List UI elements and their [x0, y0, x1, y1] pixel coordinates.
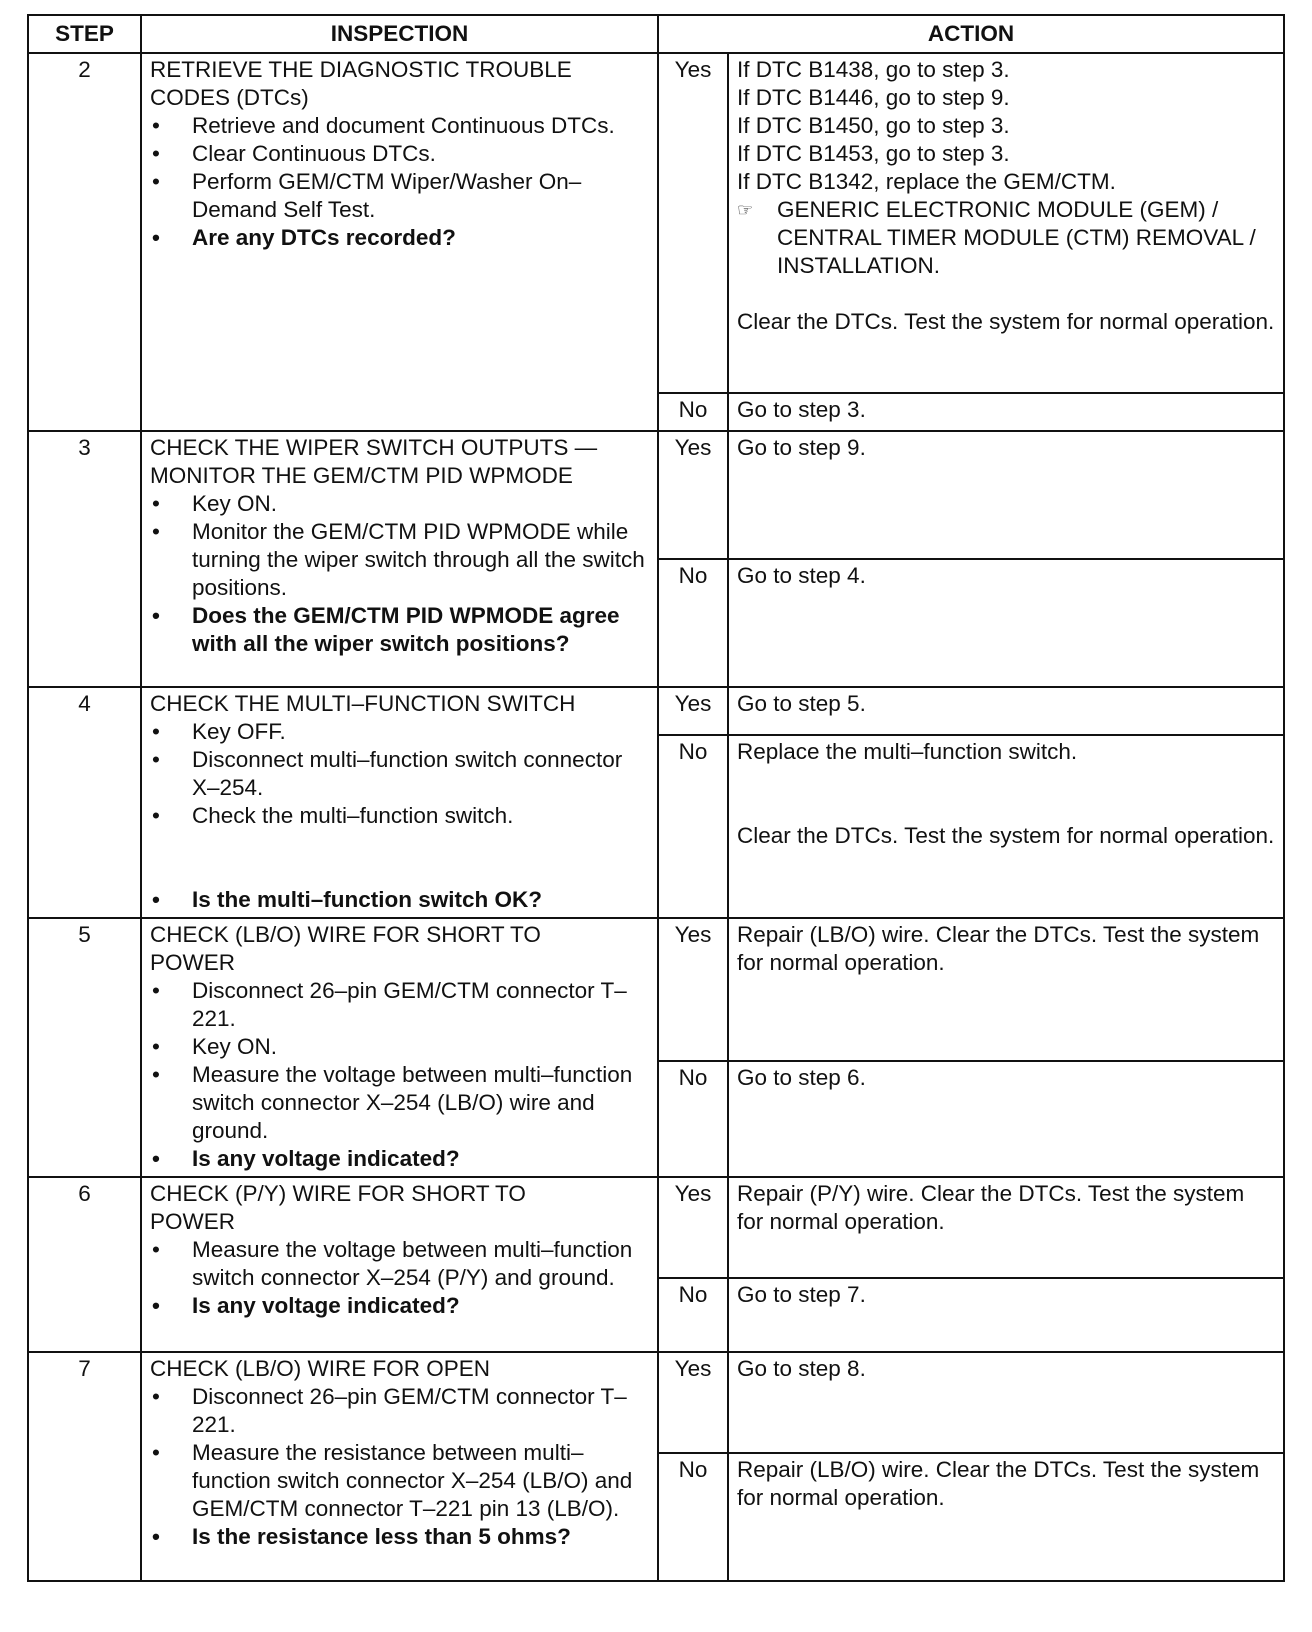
list-item: • Measure the resistance between multi–function switch connector X–254 (LB/O) and GEM/CTM connector T–221 pin 13 (LB/O). [150, 1439, 649, 1523]
action-line: If DTC B1438, go to step 3. [737, 57, 1010, 82]
step-title: CHECK (LB/O) WIRE FOR SHORT TO POWER [150, 922, 541, 975]
step-number: 7 [28, 1352, 141, 1581]
list-item: • Disconnect multi–function switch connector X–254. [150, 746, 649, 802]
inspection-cell [141, 1177, 658, 1352]
inspection-bullets [150, 1236, 649, 1320]
step-title: CHECK THE MULTI–FUNCTION SWITCH [150, 691, 576, 716]
action-footer: Clear the DTCs. Test the system for normal operation. [737, 822, 1275, 848]
inspection-cell [141, 1352, 658, 1581]
list-item: • Retrieve and document Continuous DTCs. [150, 112, 649, 140]
list-item: • Clear Continuous DTCs. [150, 140, 649, 168]
inspection-bullets [150, 1383, 649, 1551]
no-label: No [658, 559, 728, 687]
list-item: • Key ON. [150, 1033, 649, 1061]
question: • Is any voltage indicated? [150, 1145, 649, 1173]
question: • Is any voltage indicated? [150, 1292, 649, 1320]
step-title: CHECK THE WIPER SWITCH OUTPUTS — MONITOR THE GEM/CTM PID WPMODE [150, 435, 598, 488]
inspection-bullets [150, 977, 649, 1173]
list-item: • Key OFF. [150, 718, 649, 746]
table-row [28, 1177, 1284, 1278]
list-item: • Disconnect 26–pin GEM/CTM connector T–221. [150, 1383, 649, 1439]
yes-label: Yes [658, 918, 728, 1061]
yes-label: Yes [658, 1177, 728, 1278]
step-title: CHECK (P/Y) WIRE FOR SHORT TO POWER [150, 1181, 526, 1234]
reference [737, 196, 1275, 280]
step-title: RETRIEVE THE DIAGNOSTIC TROUBLE CODES (DTCs) [150, 57, 572, 110]
no-label: No [658, 1061, 728, 1177]
action-yes: Go to step 9. [728, 431, 1284, 559]
action-yes [728, 53, 1284, 393]
action-no: Go to step 6. [728, 1061, 1284, 1177]
action-yes: Go to step 5. [728, 687, 1284, 735]
yes-label: Yes [658, 1352, 728, 1453]
inspection-cell [141, 431, 658, 687]
no-label: No [658, 393, 728, 431]
table-row [28, 1352, 1284, 1453]
action-no: Go to step 3. [728, 393, 1284, 431]
step-title: CHECK (LB/O) WIRE FOR OPEN [150, 1356, 491, 1381]
header-action: ACTION [658, 15, 1284, 53]
step-number: 2 [28, 53, 141, 431]
no-label: No [658, 1453, 728, 1581]
table-row [28, 53, 1284, 393]
question: • Is the resistance less than 5 ohms? [150, 1523, 649, 1551]
inspection-bullets [150, 490, 649, 658]
yes-label: Yes [658, 687, 728, 735]
step-number: 4 [28, 687, 141, 918]
question: • Are any DTCs recorded? [150, 224, 649, 252]
header-inspection: INSPECTION [141, 15, 658, 53]
question: • Is the multi–function switch OK? [150, 886, 649, 914]
action-yes: Repair (LB/O) wire. Clear the DTCs. Test the system for normal operation. [728, 918, 1284, 1061]
action-footer: Clear the DTCs. Test the system for normal operation. [737, 309, 1275, 334]
pointing-hand-icon: ☞ [737, 200, 754, 220]
step-number: 6 [28, 1177, 141, 1352]
diagnostic-table [27, 14, 1285, 1582]
table-row [28, 431, 1284, 559]
inspection-bullets [150, 718, 649, 830]
inspection-cell [141, 918, 658, 1177]
action-yes: Repair (P/Y) wire. Clear the DTCs. Test the system for normal operation. [728, 1177, 1284, 1278]
table-header-row [28, 15, 1284, 53]
action-line: If DTC B1342, replace the GEM/CTM. [737, 169, 1116, 194]
action-line: If DTC B1450, go to step 3. [737, 113, 1010, 138]
table-row [28, 687, 1284, 735]
inspection-cell [141, 687, 658, 918]
step-number: 3 [28, 431, 141, 687]
list-item: • Measure the voltage between multi–function switch connector X–254 (P/Y) and ground. [150, 1236, 649, 1292]
action-no: Go to step 4. [728, 559, 1284, 687]
action-yes: Go to step 8. [728, 1352, 1284, 1453]
list-item: • Check the multi–function switch. [150, 802, 649, 830]
action-no: Repair (LB/O) wire. Clear the DTCs. Test the system for normal operation. [728, 1453, 1284, 1581]
action-no [728, 735, 1284, 918]
yes-label: Yes [658, 53, 728, 393]
yes-label: Yes [658, 431, 728, 559]
list-item: • Disconnect 26–pin GEM/CTM connector T–221. [150, 977, 649, 1033]
list-item: • Key ON. [150, 490, 649, 518]
action-line: Replace the multi–function switch. [737, 738, 1078, 764]
header-step: STEP [28, 15, 141, 53]
action-line: If DTC B1446, go to step 9. [737, 85, 1010, 110]
list-item: • Perform GEM/CTM Wiper/Washer On–Demand Self Test. [150, 168, 649, 224]
question: • Does the GEM/CTM PID WPMODE agree with all the wiper switch positions? [150, 602, 649, 658]
reference-text: GENERIC ELECTRONIC MODULE (GEM) / CENTRAL TIMER MODULE (CTM) REMOVAL / INSTALLATION. [777, 197, 1256, 278]
list-item: • Measure the voltage between multi–function switch connector X–254 (LB/O) wire and ground. [150, 1061, 649, 1145]
list-item: • Monitor the GEM/CTM PID WPMODE while turning the wiper switch through all the switch positions. [150, 518, 649, 602]
action-no: Go to step 7. [728, 1278, 1284, 1352]
action-line: If DTC B1453, go to step 3. [737, 141, 1010, 166]
no-label: No [658, 1278, 728, 1352]
step-number: 5 [28, 918, 141, 1177]
inspection-bullets [150, 112, 649, 252]
inspection-cell [141, 53, 658, 431]
no-label: No [658, 735, 728, 918]
table-row [28, 918, 1284, 1061]
